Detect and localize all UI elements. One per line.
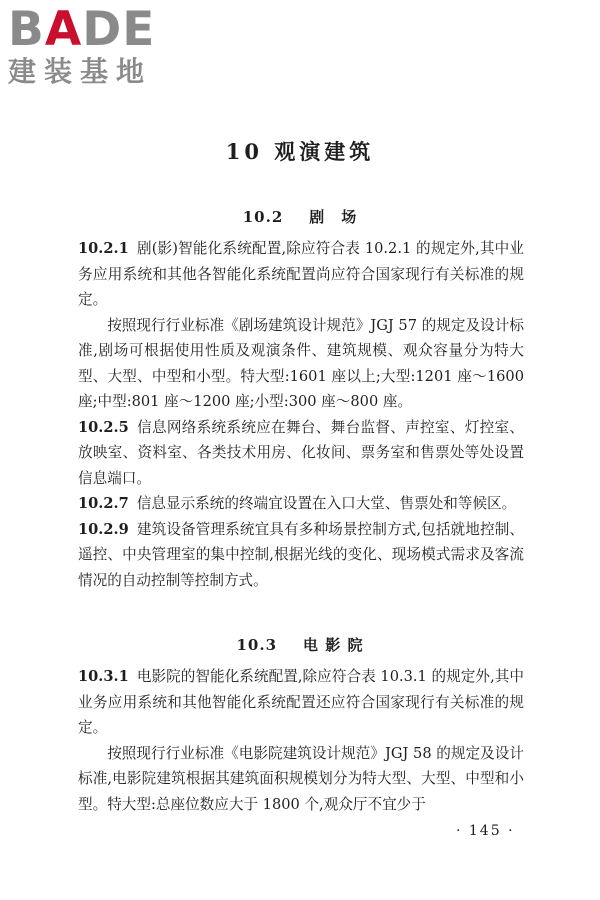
clause-10-3-1 xyxy=(78,664,524,741)
logo-letters-de: DE xyxy=(82,2,156,57)
section-name: 剧 场 xyxy=(309,208,358,226)
clause-text: 电影院的智能化系统配置,除应符合表 10.3.1 的规定外,其中业务应用系统和其他智能化系统配置还应符合国家现行有关标准的规定。 xyxy=(78,668,524,736)
clause-10-2-9 xyxy=(78,517,524,594)
section-title-10-2 xyxy=(0,206,600,227)
clause-10-2-5 xyxy=(78,415,524,492)
section-name: 电 影 院 xyxy=(303,636,364,654)
logo-subtitle: 建装基地 xyxy=(8,55,153,88)
clause-number: 10.2.1 xyxy=(78,240,129,257)
clause-number: 10.2.9 xyxy=(78,520,129,538)
clause-10-2-1 xyxy=(78,236,524,313)
chapter-title: 10 观演建筑 xyxy=(225,139,375,164)
clause-10-2-1-explanation: 按照现行行业标准《剧场建筑设计规范》JGJ 57 的规定及设计标准,剧场可根据使用性质及观演条件、建筑规模、观众容量分为特大型、大型、中型和小型。特大型:1601 座以上;大型:1201 座～1600 座;中型:801 座～1200 座;小型:300 座～800 座。 xyxy=(78,316,524,410)
section-number: 10.2 xyxy=(242,208,284,226)
bade-logo xyxy=(8,2,156,88)
section-body-10-3 xyxy=(78,664,524,817)
logo-letter-b: B xyxy=(8,2,45,57)
clause-text: 建筑设备管理系统宜具有多种场景控制方式,包括就地控制、遥控、中央管理室的集中控制,根据光线的变化、现场模式需求及客流情况的自动控制等控制方式。 xyxy=(78,520,524,589)
clause-number: 10.3.1 xyxy=(78,668,129,685)
clause-text: 信息显示系统的终端宜设置在入口大堂、售票处和等候区。 xyxy=(136,495,517,512)
section-title-10-3 xyxy=(0,634,600,655)
logo-letter-a: A xyxy=(44,2,83,57)
clause-10-3-1-explanation: 按照现行行业标准《电影院建筑设计规范》JGJ 58 的规定及设计标准,电影院建筑根据其建筑面积规模划分为特大型、大型、中型和小型。特大型:总座位数应大于 1800 个,观众厅不宜少于 xyxy=(78,744,524,813)
logo-wordmark xyxy=(8,2,156,57)
clause-10-2-7 xyxy=(78,491,524,517)
clause-number: 10.2.5 xyxy=(78,418,129,436)
section-body-10-2 xyxy=(78,236,524,593)
section-number: 10.3 xyxy=(236,636,278,654)
page-number: · 145 · xyxy=(456,823,515,839)
clause-number: 10.2.7 xyxy=(78,495,129,512)
clause-text: 剧(影)智能化系统配置,除应符合表 10.2.1 的规定外,其中业务应用系统和其他各智能化系统配置尚应符合国家现行有关标准的规定。 xyxy=(78,240,524,308)
clause-text: 信息网络系统系统应在舞台、舞台监督、声控室、灯控室、放映室、资料室、各类技术用房、化妆间、票务室和售票处等处设置信息端口。 xyxy=(78,418,524,487)
